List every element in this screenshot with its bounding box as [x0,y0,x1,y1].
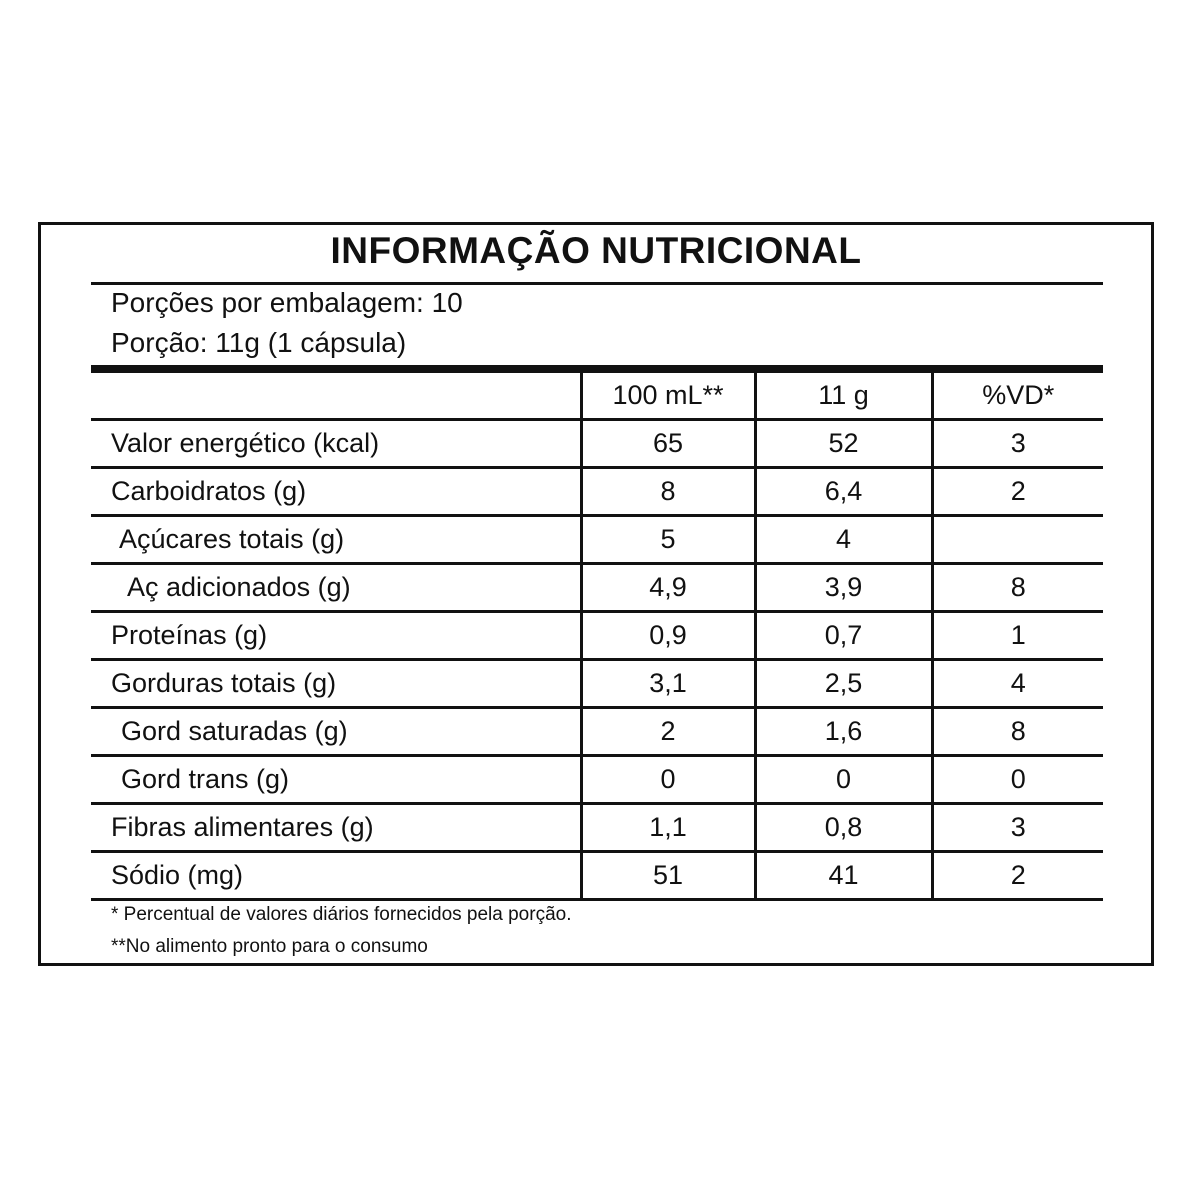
value-daily: 8 [932,563,1103,611]
table-row [91,515,1103,563]
value-per-100ml: 2 [581,707,755,755]
value-per-100ml: 51 [581,851,755,899]
value-per-serving: 52 [755,419,932,467]
table-row [91,563,1103,611]
table-row [91,419,1103,467]
table-row [91,659,1103,707]
value-per-serving: 0 [755,755,932,803]
nutrition-table [91,373,1103,901]
nutrient-name: Valor energético (kcal) [91,419,581,467]
servings-per-package: Porções por embalagem: 10 [111,287,463,318]
table-row [91,803,1103,851]
value-daily: 3 [932,419,1103,467]
value-per-serving: 4 [755,515,932,563]
panel-title: INFORMAÇÃO NUTRICIONAL [330,230,862,271]
value-per-100ml: 8 [581,467,755,515]
value-per-100ml: 65 [581,419,755,467]
table-row [91,851,1103,899]
value-daily [932,515,1103,563]
serving-divider [91,365,1103,373]
value-per-serving: 0,7 [755,611,932,659]
table-row [91,611,1103,659]
nutrient-name: Carboidratos (g) [91,467,581,515]
nutrition-facts-panel [38,222,1154,966]
nutrient-name: Gord trans (g) [91,755,581,803]
value-per-serving: 2,5 [755,659,932,707]
value-daily: 0 [932,755,1103,803]
value-per-serving: 3,9 [755,563,932,611]
header-daily-value: %VD* [932,373,1103,419]
footnote-ready-to-eat: **No alimento pronto para o consumo [111,936,428,957]
table-header-row [91,373,1103,419]
nutrient-name: Fibras alimentares (g) [91,803,581,851]
nutrient-name: Sódio (mg) [91,851,581,899]
nutrient-name: Açúcares totais (g) [91,515,581,563]
nutrient-name: Gorduras totais (g) [91,659,581,707]
value-per-100ml: 0 [581,755,755,803]
header-per-serving: 11 g [755,373,932,419]
header-per-100ml: 100 mL** [581,373,755,419]
value-daily: 2 [932,467,1103,515]
nutrient-name: Proteínas (g) [91,611,581,659]
table-row [91,707,1103,755]
header-nutrient [91,373,581,419]
table-row [91,467,1103,515]
value-per-100ml: 1,1 [581,803,755,851]
title-divider [91,282,1103,285]
value-per-100ml: 3,1 [581,659,755,707]
value-per-100ml: 0,9 [581,611,755,659]
value-daily: 2 [932,851,1103,899]
value-per-100ml: 4,9 [581,563,755,611]
nutrient-name: Aç adicionados (g) [91,563,581,611]
nutrient-name: Gord saturadas (g) [91,707,581,755]
value-daily: 3 [932,803,1103,851]
footnote-daily-value: * Percentual de valores diários fornecidos pela porção. [111,904,572,925]
value-daily: 1 [932,611,1103,659]
value-daily: 8 [932,707,1103,755]
table-row [91,755,1103,803]
value-per-serving: 0,8 [755,803,932,851]
value-per-serving: 1,6 [755,707,932,755]
value-per-serving: 41 [755,851,932,899]
value-per-100ml: 5 [581,515,755,563]
serving-size: Porção: 11g (1 cápsula) [111,327,407,358]
value-per-serving: 6,4 [755,467,932,515]
value-daily: 4 [932,659,1103,707]
